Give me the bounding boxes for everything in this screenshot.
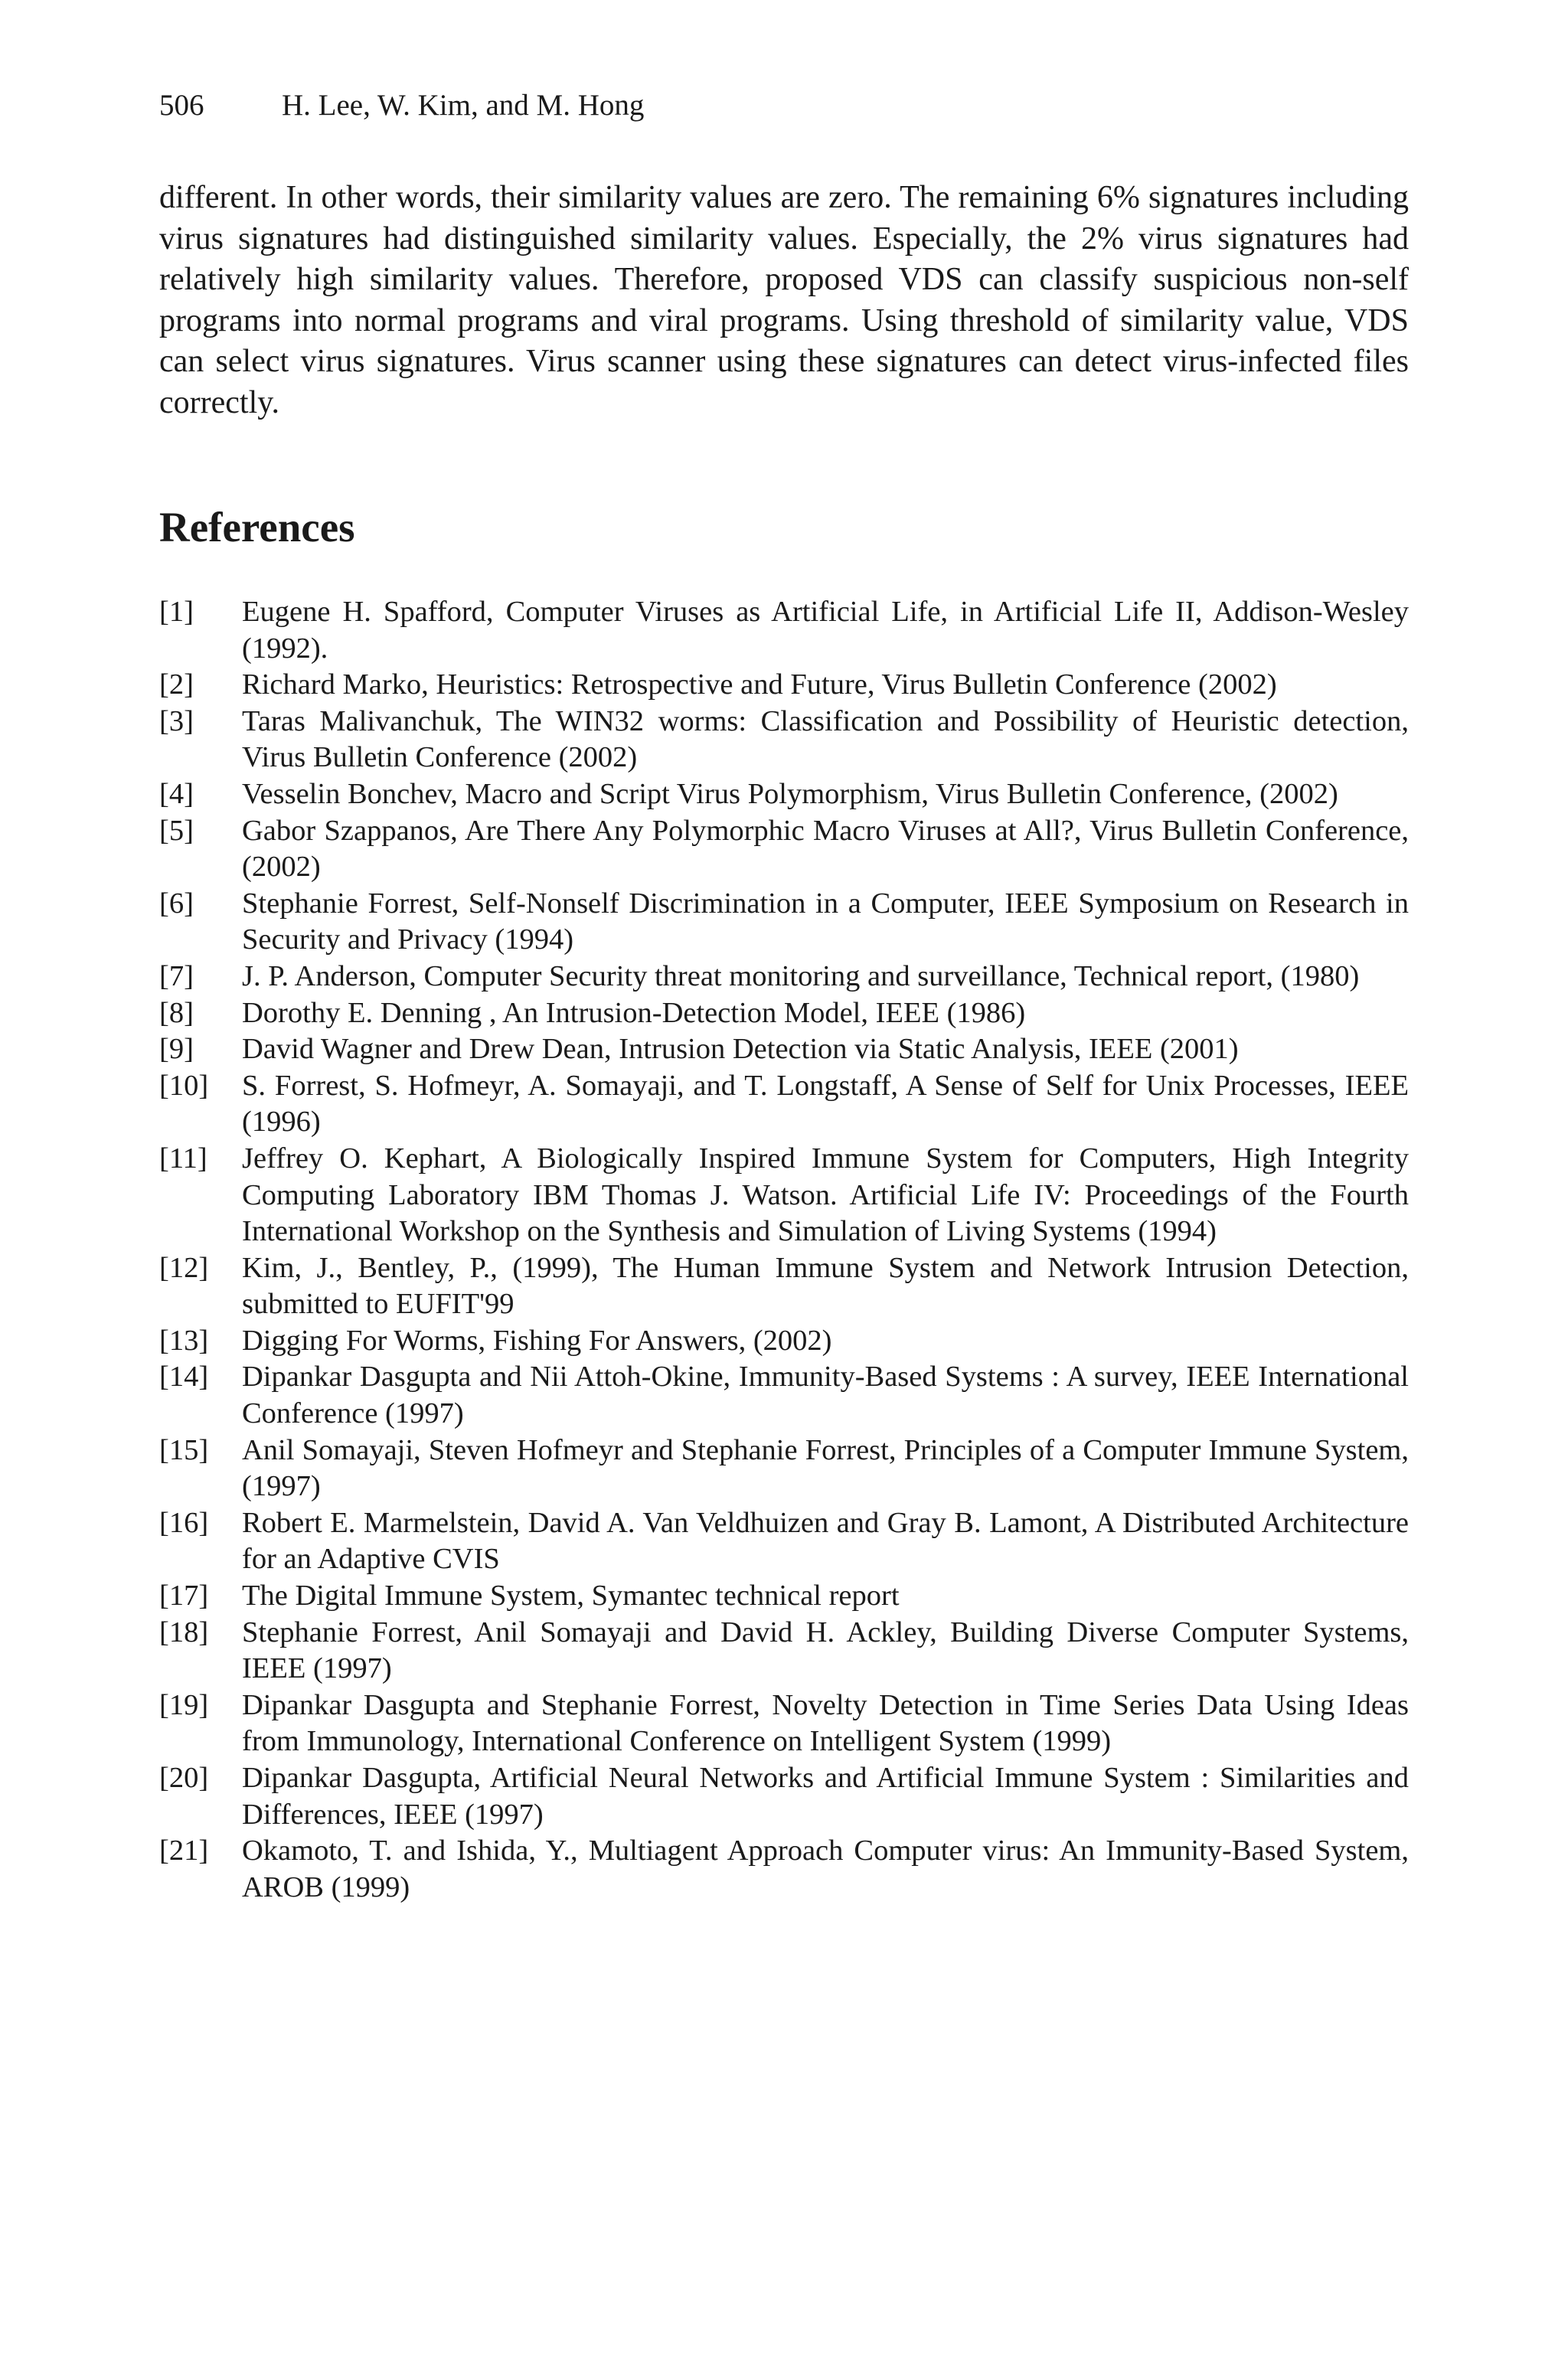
page-number: 506 bbox=[159, 89, 204, 122]
reference-label: [18] bbox=[159, 1616, 209, 1648]
reference-label: [7] bbox=[159, 959, 194, 992]
reference-text: Stephanie Forrest, Anil Somayaji and David H. Ackley, Building Diverse Computer Systems, IEEE (1997) bbox=[242, 1616, 1409, 1685]
reference-label: [14] bbox=[159, 1361, 209, 1394]
reference-item bbox=[159, 776, 1409, 813]
reference-text: Vesselin Bonchev, Macro and Script Virus Polymorphism, Virus Bulletin Conference, (2002) bbox=[242, 777, 1338, 810]
reference-item bbox=[159, 1505, 1409, 1578]
reference-text: Robert E. Marmelstein, David A. Van Veldhuizen and Gray B. Lamont, A Distributed Architecture for an Adaptive CVIS bbox=[242, 1506, 1409, 1576]
reference-label: [2] bbox=[159, 668, 194, 701]
reference-item bbox=[159, 667, 1409, 704]
reference-text: Dipankar Dasgupta and Nii Attoh-Okine, Immunity-Based Systems : A survey, IEEE International Conference (1997) bbox=[242, 1361, 1409, 1430]
reference-list bbox=[159, 594, 1409, 1906]
reference-label: [21] bbox=[159, 1835, 209, 1867]
reference-label: [15] bbox=[159, 1433, 209, 1466]
reference-text: David Wagner and Drew Dean, Intrusion Detection via Static Analysis, IEEE (2001) bbox=[242, 1033, 1239, 1066]
reference-text: Gabor Szappanos, Are There Any Polymorphic Macro Viruses at All?, Virus Bulletin Conference, (2002) bbox=[242, 814, 1409, 884]
reference-label: [10] bbox=[159, 1069, 209, 1102]
reference-text: The Digital Immune System, Symantec technical report bbox=[242, 1580, 900, 1612]
running-head bbox=[159, 86, 644, 126]
reference-item bbox=[159, 886, 1409, 959]
body-paragraph: different. In other words, their similarity values are zero. The remaining 6% signatures including virus signatures had distinguished similarity values. Especially, the 2% virus signatures had relatively high similarity values. Therefore, proposed VDS can classify suspicious non-self programs into normal programs and viral programs. Using threshold of similarity value, VDS can select virus signatures. Virus scanner using these signatures can detect virus-infected files correctly. bbox=[159, 180, 1409, 420]
reference-label: [17] bbox=[159, 1580, 209, 1612]
running-head-authors: H. Lee, W. Kim, and M. Hong bbox=[282, 89, 645, 122]
reference-label: [3] bbox=[159, 704, 194, 737]
reference-text: Richard Marko, Heuristics: Retrospective and Future, Virus Bulletin Conference (2002) bbox=[242, 668, 1277, 701]
reference-item bbox=[159, 1359, 1409, 1432]
reference-text: Stephanie Forrest, Self-Nonself Discrimination in a Computer, IEEE Symposium on Research in Security and Privacy (1994) bbox=[242, 887, 1409, 956]
reference-label: [4] bbox=[159, 777, 194, 810]
reference-text: S. Forrest, S. Hofmeyr, A. Somayaji, and T. Longstaff, A Sense of Self for Unix Processes, IEEE (1996) bbox=[242, 1069, 1409, 1139]
reference-label: [20] bbox=[159, 1762, 209, 1794]
reference-label: [6] bbox=[159, 887, 194, 920]
reference-item bbox=[159, 995, 1409, 1032]
reference-item bbox=[159, 1323, 1409, 1360]
reference-text: Taras Malivanchuk, The WIN32 worms: Classification and Possibility of Heuristic detection, Virus Bulletin Conference (2002) bbox=[242, 704, 1409, 774]
reference-item bbox=[159, 594, 1409, 667]
references-heading: References bbox=[159, 504, 355, 551]
reference-text: Dipankar Dasgupta, Artificial Neural Networks and Artificial Immune System : Similarities and Differences, IEEE (1997) bbox=[242, 1762, 1409, 1831]
reference-item bbox=[159, 1433, 1409, 1505]
reference-label: [19] bbox=[159, 1688, 209, 1721]
reference-item bbox=[159, 1141, 1409, 1250]
reference-item bbox=[159, 1578, 1409, 1615]
reference-label: [1] bbox=[159, 596, 194, 628]
reference-item bbox=[159, 959, 1409, 995]
reference-item bbox=[159, 1833, 1409, 1906]
reference-text: Dorothy E. Denning , An Intrusion-Detection Model, IEEE (1986) bbox=[242, 996, 1026, 1029]
reference-text: Dipankar Dasgupta and Stephanie Forrest, Novelty Detection in Time Series Data Using Ideas from Immunology, International Conference on Intelligent System (1999) bbox=[242, 1688, 1409, 1758]
reference-item bbox=[159, 1760, 1409, 1833]
reference-item bbox=[159, 704, 1409, 776]
reference-text: Anil Somayaji, Steven Hofmeyr and Stephanie Forrest, Principles of a Computer Immune System, (1997) bbox=[242, 1433, 1409, 1503]
reference-item bbox=[159, 1615, 1409, 1688]
reference-item bbox=[159, 1068, 1409, 1141]
reference-text: J. P. Anderson, Computer Security threat monitoring and surveillance, Technical report, (1980) bbox=[242, 959, 1360, 992]
reference-label: [5] bbox=[159, 814, 194, 847]
reference-item bbox=[159, 1031, 1409, 1068]
reference-label: [16] bbox=[159, 1506, 209, 1539]
reference-item bbox=[159, 813, 1409, 886]
reference-label: [11] bbox=[159, 1142, 207, 1175]
reference-label: [13] bbox=[159, 1324, 209, 1357]
reference-text: Okamoto, T. and Ishida, Y., Multiagent Approach Computer virus: An Immunity-Based System, AROB (1999) bbox=[242, 1835, 1409, 1903]
reference-item bbox=[159, 1250, 1409, 1323]
reference-item bbox=[159, 1688, 1409, 1760]
reference-label: [8] bbox=[159, 996, 194, 1029]
reference-label: [9] bbox=[159, 1033, 194, 1066]
reference-label: [12] bbox=[159, 1251, 209, 1284]
reference-text: Eugene H. Spafford, Computer Viruses as Artificial Life, in Artificial Life II, Addison-Wesley (1992). bbox=[242, 596, 1409, 665]
reference-text: Digging For Worms, Fishing For Answers, (2002) bbox=[242, 1324, 832, 1357]
reference-text: Kim, J., Bentley, P., (1999), The Human Immune System and Network Intrusion Detection, submitted to EUFIT'99 bbox=[242, 1251, 1409, 1321]
reference-text: Jeffrey O. Kephart, A Biologically Inspired Immune System for Computers, High Integrity Computing Laboratory IBM Thomas J. Watson. Artificial Life IV: Proceedings of the Fourth International Workshop on the Synthesis and Simulation of Living Systems (1994) bbox=[242, 1142, 1409, 1248]
